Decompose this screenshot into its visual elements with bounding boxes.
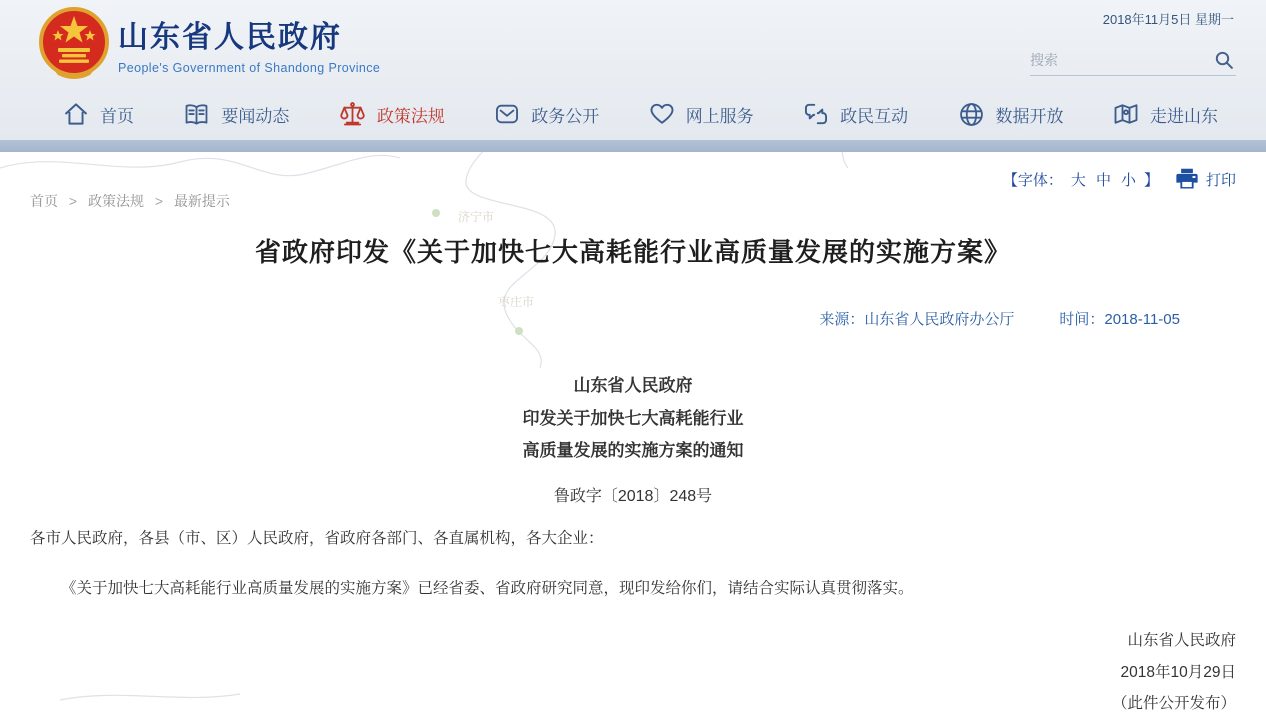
signature-issuer: 山东省人民政府 [1127,632,1236,649]
nav-item-open-data[interactable] [957,100,1064,129]
font-label-prefix: 【字体： [1002,171,1063,189]
nav-label: 政民互动 [840,106,909,126]
nav-label: 政务公开 [531,106,600,126]
chat-bubbles-icon [802,100,830,128]
nav-label: 要闻动态 [221,106,290,126]
document-number: 鲁政字〔2018〕248号 [553,488,713,505]
heart-icon [648,100,676,128]
nav-item-news[interactable] [182,100,289,129]
nav-label: 数据开放 [995,106,1064,126]
news-icon [182,100,211,129]
nav-item-home[interactable] [62,100,134,128]
open-gov-icon [493,100,521,128]
breadcrumb-policies[interactable]: 政策法规 [87,193,144,209]
watermark-city-jining: 济宁市 [458,210,495,224]
font-size-medium-button[interactable]: 中 [1095,171,1111,189]
font-size-small-button[interactable]: 小 [1120,171,1136,189]
nav-item-open-gov[interactable] [493,100,599,128]
map-pin-icon [1112,100,1140,128]
article-source: 来源：山东省人民政府办公厅 [819,311,1015,328]
printer-icon [1175,168,1199,190]
nav-label: 网上服务 [685,106,754,126]
nav-item-about-shandong[interactable] [1112,100,1218,128]
signature-note: （此件公开发布） [1111,695,1236,712]
font-size-large-button[interactable]: 大 [1070,171,1086,189]
font-label-suffix: 】 [1143,171,1159,189]
article-time: 时间：2018-11-05 [1059,311,1180,328]
paragraph-addressees: 各市人民政府，各县（市、区）人民政府，省政府各部门、各直属机构，各大企业： [30,530,604,547]
paragraph-body: 《关于加快七大高耗能行业高质量发展的实施方案》已经省委、省政府研究同意，现印发给你们，请结合实际认真贯彻落实。 [61,580,914,597]
nav-item-policies[interactable] [338,100,445,129]
breadcrumb-separator: > [154,193,164,209]
globe-icon [957,100,986,129]
main-nav [0,88,1266,140]
breadcrumb-latest[interactable]: 最新提示 [173,193,230,209]
law-scales-icon [338,100,367,129]
site-subtitle: People's Government of Shandong Province [118,61,381,75]
print-label: 打印 [1205,171,1236,189]
nav-item-online-services[interactable] [648,100,754,128]
signature-block [1112,625,1236,720]
font-size-tools [1003,168,1236,190]
article-meta [0,308,1266,329]
breadcrumb-home[interactable]: 首页 [30,193,58,209]
print-button[interactable] [1175,168,1236,190]
signature-date: 2018年10月29日 [1120,663,1236,681]
doc-head-line: 山东省人民政府 [573,376,693,395]
doc-head-line: 印发关于加快七大高耗能行业 [522,408,744,428]
nav-label: 政策法规 [376,106,445,126]
article-title: 省政府印发《关于加快七大高耗能行业高质量发展的实施方案》 [254,237,1011,267]
nav-item-interaction[interactable] [802,100,908,128]
header-date: 2018年11月5日 星期一 [1102,12,1234,27]
home-icon [62,100,90,128]
site-title: 山东省人民政府 [118,21,342,54]
breadcrumb-separator: > [68,193,78,209]
document-heading [0,370,1266,468]
doc-head-line: 高质量发展的实施方案的通知 [522,441,744,460]
nav-label: 走进山东 [1149,106,1218,126]
nav-label: 首页 [100,106,134,126]
watermark-city-zaozhuang: 枣庄市 [498,295,535,309]
breadcrumb [30,191,230,211]
